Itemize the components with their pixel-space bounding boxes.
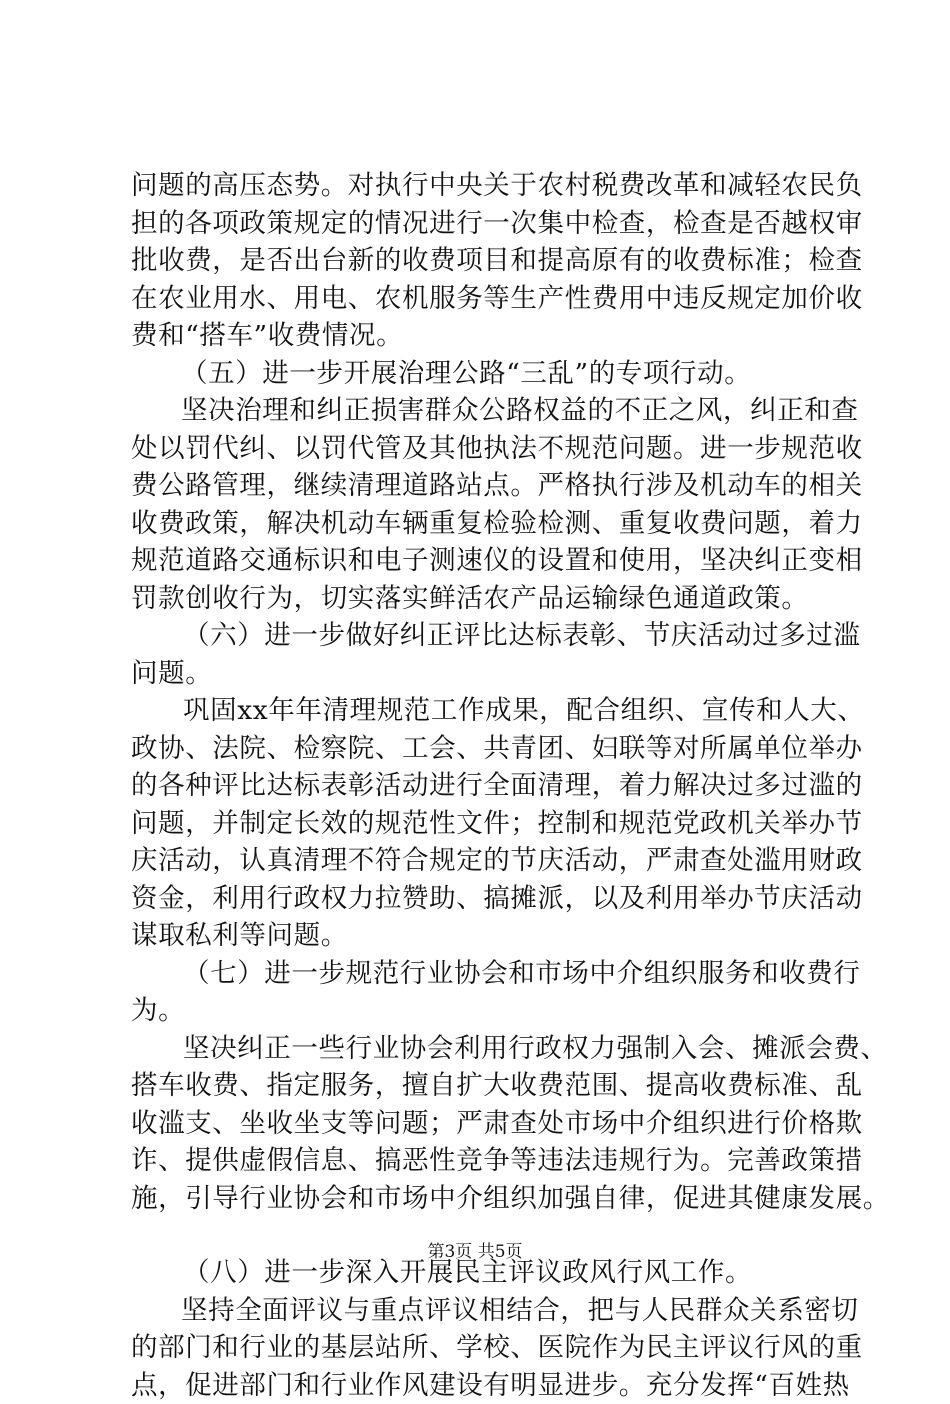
text-line: 罚款创收行为，切实落实鲜活农产品运输绿色通道政策。 [131,580,831,618]
section-heading-7: （七）进一步规范行业协会和市场中介组织服务和收费行 [131,955,831,993]
text-line: 问题。 [131,655,831,693]
text-line: 搭车收费、指定服务，擅自扩大收费范围、提高收费标准、乱 [131,1067,831,1105]
text-line: 资金，利用行政权力拉赞助、搞摊派，以及利用举办节庆活动 [131,880,831,918]
text-line: 施，引导行业协会和市场中介组织加强自律，促进其健康发展。 [131,1180,831,1218]
section-heading-5: （五）进一步开展治理公路“三乱”的专项行动。 [131,355,831,393]
section-heading-8: （八）进一步深入开展民主评议政风行风工作。 [131,1254,831,1292]
text-line: 费公路管理，继续清理道路站点。严格执行涉及机动车的相关 [131,467,831,505]
text-line: 的部门和行业的基层站所、学校、医院作为民主评议行风的重 [131,1329,831,1367]
text-line: 的各种评比达标表彰活动进行全面清理，着力解决过多过滥的 [131,767,831,805]
text-line: 规范道路交通标识和电子测速仪的设置和使用，坚决纠正变相 [131,542,831,580]
text-line: 费和“搭车”收费情况。 [131,317,831,355]
text-line: 问题，并制定长效的规范性文件；控制和规范党政机关举办节 [131,805,831,843]
text-line: 谋取私利等问题。 [131,917,831,955]
page-number-footer: 第3页 共5页 [0,1240,950,1264]
text-line: 处以罚代纠、以罚代管及其他执法不规范问题。进一步规范收 [131,430,831,468]
text-line: 坚持全面评议与重点评议相结合，把与人民群众关系密切 [131,1292,831,1330]
text-line: 在农业用水、用电、农机服务等生产性费用中违反规定加价收 [131,280,831,318]
text-line: 庆活动，认真清理不符合规定的节庆活动，严肃查处滥用财政 [131,842,831,880]
text-line: 收滥支、坐收坐支等问题；严肃查处市场中介组织进行价格欺 [131,1105,831,1143]
document-body [131,167,831,1404]
text-line: 为。 [131,992,831,1030]
section-heading-6: （六）进一步做好纠正评比达标表彰、节庆活动过多过滥 [131,617,831,655]
text-line: 担的各项政策规定的情况进行一次集中检查，检查是否越权审 [131,205,831,243]
text-line: 诈、提供虚假信息、搞恶性竞争等违法违规行为。完善政策措 [131,1142,831,1180]
text-line: 点，促进部门和行业作风建设有明显进步。充分发挥“百姓热 [131,1367,831,1404]
text-line: 政协、法院、检察院、工会、共青团、妇联等对所属单位举办 [131,730,831,768]
text-line: 问题的高压态势。对执行中央关于农村税费改革和减轻农民负 [131,167,831,205]
text-line: 批收费，是否出台新的收费项目和提高原有的收费标准；检查 [131,242,831,280]
text-line: 坚决纠正一些行业协会利用行政权力强制入会、摊派会费、 [131,1030,831,1068]
text-line: 巩固xx年年清理规范工作成果，配合组织、宣传和人大、 [131,692,831,730]
text-line: 收费政策，解决机动车辆重复检验检测、重复收费问题，着力 [131,505,831,543]
text-line: 坚决治理和纠正损害群众公路权益的不正之风，纠正和查 [131,392,831,430]
